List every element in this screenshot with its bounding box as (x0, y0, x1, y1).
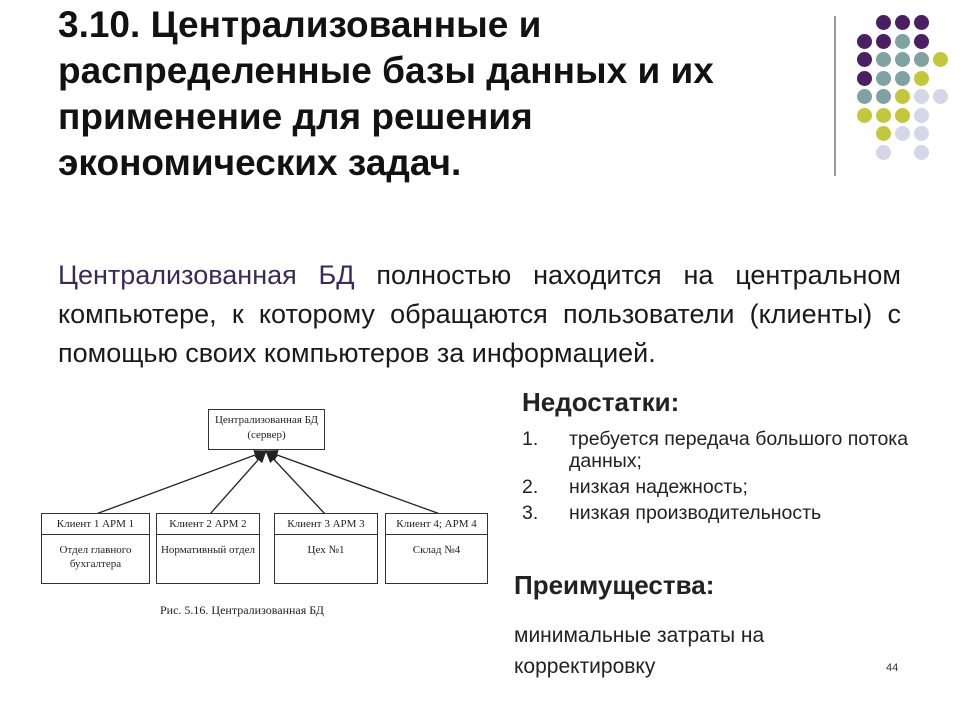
decorative-dot (876, 34, 891, 49)
client-box-2 (156, 513, 260, 584)
decorative-dot (895, 15, 910, 30)
decorative-dot (895, 89, 910, 104)
decorative-dot (914, 34, 929, 49)
list-item (522, 428, 922, 472)
decorative-dot (933, 52, 948, 67)
arrow-client-1 (96, 451, 266, 514)
server-box (208, 409, 325, 450)
intro-highlight: Централизованная БД (58, 260, 355, 290)
decorative-dot (857, 52, 872, 67)
client-body: Цех №1 (307, 544, 345, 556)
decorative-dot (857, 108, 872, 123)
decorative-dot (857, 89, 872, 104)
decorative-dot (895, 34, 910, 49)
decorative-dot (857, 34, 872, 49)
decorative-dot (876, 108, 891, 123)
client-body: Нормативный отдел (160, 544, 256, 556)
decorative-dot (914, 108, 929, 123)
decorative-dot (876, 52, 891, 67)
decorative-dot (876, 145, 891, 160)
disadvantages-heading: Недостатки: (522, 387, 680, 417)
decorative-dot (876, 126, 891, 141)
figure-caption: Рис. 5.16. Централизованная БД (160, 603, 324, 617)
decorative-dot (895, 126, 910, 141)
decorative-dot (914, 89, 929, 104)
advantages-heading: Преимущества: (514, 570, 715, 600)
client-box-1 (41, 513, 150, 584)
list-number: 1. (522, 428, 539, 450)
list-number: 2. (522, 476, 539, 498)
arrow-client-2 (210, 451, 266, 514)
decorative-dot (876, 89, 891, 104)
disadvantages-list (522, 428, 922, 528)
client-header: Клиент 1 АРМ 1 (42, 514, 149, 535)
slide-title: 3.10. Централизованные и распределенные базы данных и их применение для решения экономических задач. (58, 4, 714, 183)
client-header: Клиент 4; АРМ 4 (386, 514, 487, 535)
decorative-dot (914, 15, 929, 30)
page-number: 44 (886, 662, 899, 674)
decorative-divider (834, 16, 836, 176)
decorative-dot (914, 145, 929, 160)
client-body: Склад №4 (412, 544, 461, 556)
decorative-dot (895, 71, 910, 86)
server-label: Централизованная БД (сервер) (214, 414, 319, 441)
client-box-3 (274, 513, 378, 584)
decorative-dot (914, 71, 929, 86)
intro-text: полностью находится на центральном компьютере, к которому обращаются пользователи (клиенты) с помощью своих компьютеров за информацией. (58, 260, 901, 368)
decorative-dot (895, 108, 910, 123)
decorative-dot (876, 15, 891, 30)
client-header: Клиент 3 АРМ 3 (275, 514, 377, 535)
arrow-client-3 (266, 451, 325, 514)
list-text: низкая производительность (569, 502, 822, 524)
advantages-text: минимальные затраты на корректировку (514, 624, 765, 678)
client-header: Клиент 2 АРМ 2 (157, 514, 259, 535)
list-item (522, 476, 922, 498)
arrow-client-4 (266, 451, 440, 514)
decorative-dot (857, 71, 872, 86)
decorative-dot (914, 126, 929, 141)
client-box-4 (385, 513, 488, 584)
decorative-dot (914, 52, 929, 67)
client-body: Отдел главного бухгалтера (59, 544, 132, 570)
list-text: требуется передача большого потока данных; (569, 428, 909, 472)
decorative-dot (895, 52, 910, 67)
intro-paragraph (58, 256, 901, 373)
decorative-dot (933, 89, 948, 104)
decorative-dot (876, 71, 891, 86)
list-text: низкая надежность; (569, 476, 748, 498)
list-number: 3. (522, 502, 539, 524)
list-item (522, 502, 922, 524)
